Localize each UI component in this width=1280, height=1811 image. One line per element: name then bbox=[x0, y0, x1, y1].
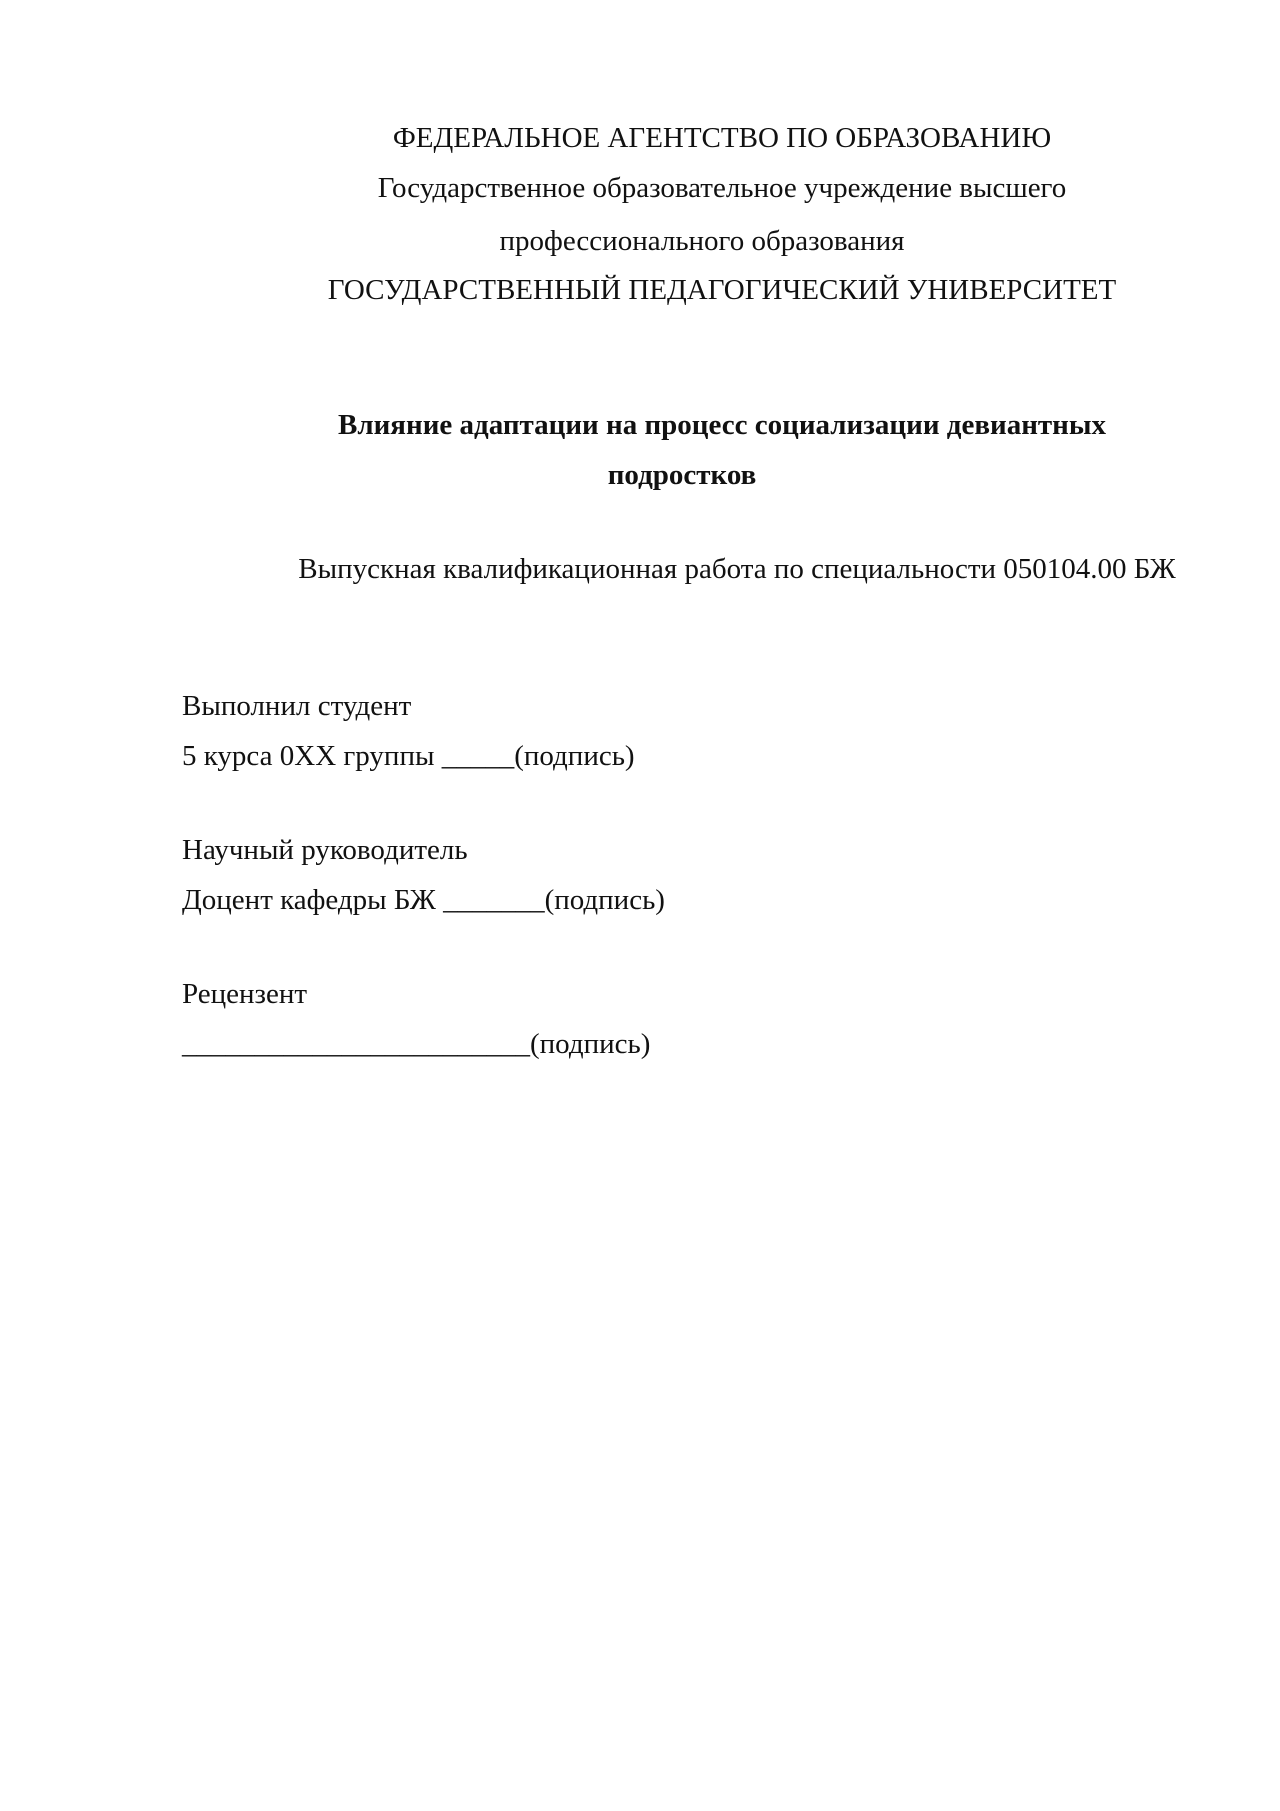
university-name: ГОСУДАРСТВЕННЫЙ ПЕДАГОГИЧЕСКИЙ УНИВЕРСИТЕТ bbox=[327, 274, 1117, 306]
reviewer-label: Рецензент bbox=[182, 978, 308, 1010]
student-label: Выполнил студент bbox=[182, 690, 412, 722]
thesis-title-line-1: Влияние адаптации на процесс социализации девиантных bbox=[337, 409, 1107, 441]
institution-line-2: профессионального образования bbox=[499, 225, 905, 257]
agency-heading: ФЕДЕРАЛЬНОЕ АГЕНТСТВО ПО ОБРАЗОВАНИЮ bbox=[392, 122, 1052, 154]
work-type: Выпускная квалификационная работа по специальности 050104.00 БЖ bbox=[298, 553, 1176, 585]
thesis-title-line-2: подростков bbox=[607, 459, 757, 491]
supervisor-signature-line: Доцент кафедры БЖ _______(подпись) bbox=[182, 884, 665, 916]
reviewer-signature-line: ________________________(подпись) bbox=[182, 1028, 651, 1060]
supervisor-label: Научный руководитель bbox=[182, 834, 468, 866]
institution-line-1: Государственное образовательное учреждение высшего bbox=[377, 172, 1067, 204]
student-signature-line: 5 курса 0XX группы _____(подпись) bbox=[182, 740, 635, 772]
